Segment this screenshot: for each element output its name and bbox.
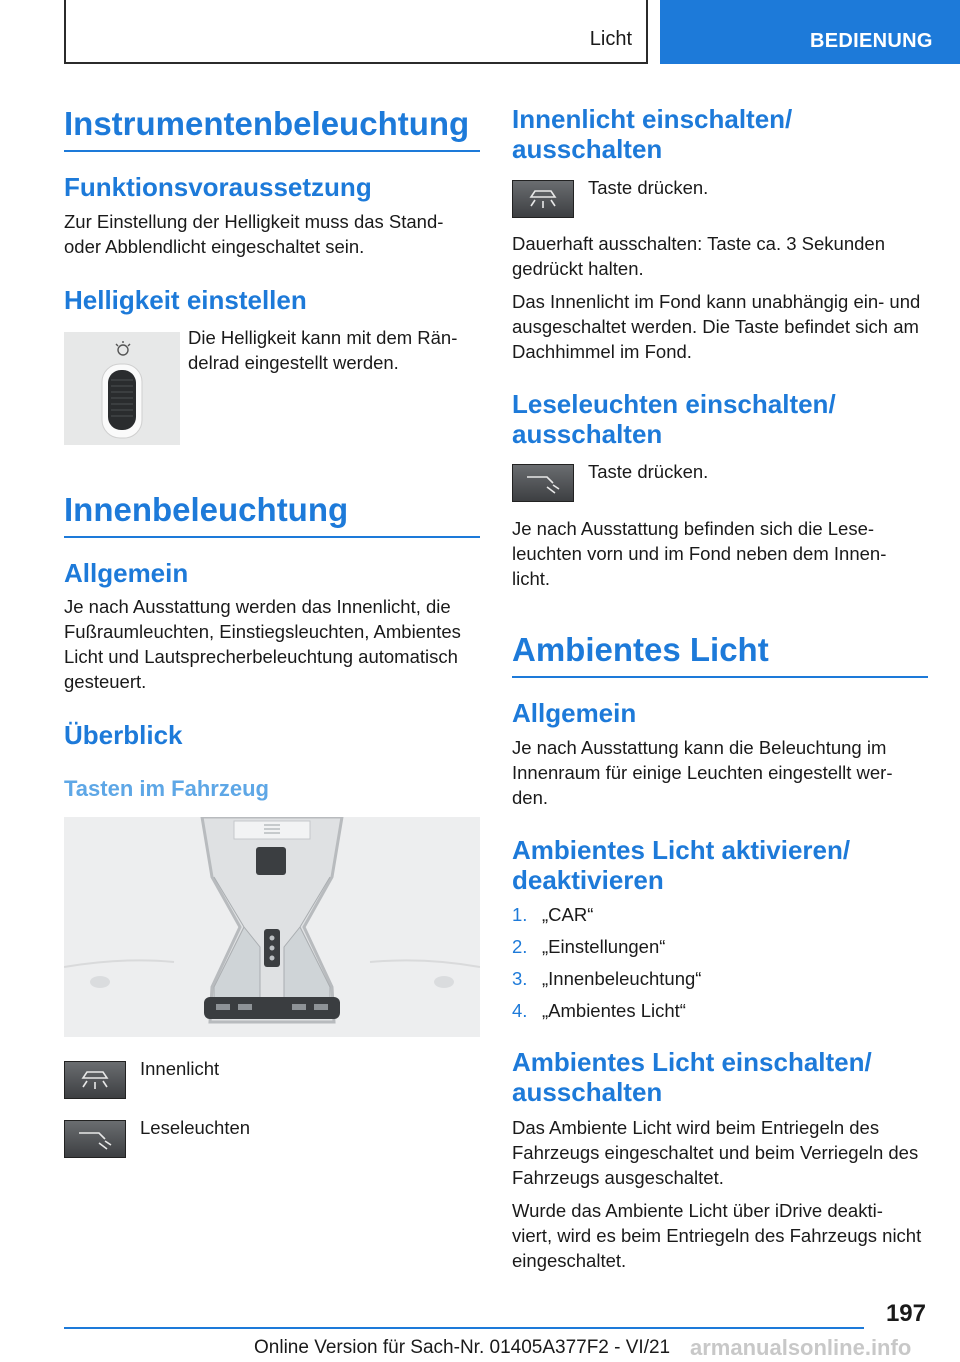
page-number: 197 <box>885 1300 926 1327</box>
text-allgemein-right: Je nach Ausstattung kann die Beleuchtung im Innenraum für einige Leuchten eingestellt wer- den. <box>512 737 893 808</box>
thumbwheel-icon <box>64 332 180 445</box>
text-taste-druecken-2: Taste drücken. <box>588 461 709 482</box>
interior-light-icon <box>513 181 573 217</box>
leseleuchten-button-image-right <box>512 464 574 502</box>
footer-rule <box>64 1327 864 1329</box>
innenlicht-button-image <box>64 1061 126 1099</box>
reading-light-icon <box>65 1121 125 1157</box>
header-section-title: Licht <box>589 28 632 50</box>
list-item <box>512 1000 928 1026</box>
heading-innenbeleuchtung: Innenbeleuchtung <box>64 490 480 538</box>
list-item-text: „CAR“ <box>542 904 594 925</box>
list-item <box>512 968 928 994</box>
heading-helligkeit-einstellen: Helligkeit einstellen <box>64 285 307 315</box>
heading-ambientes-aktivieren: Ambientes Licht aktivieren/ deaktivieren <box>512 835 851 895</box>
overhead-console-icon <box>64 817 480 1037</box>
list-item-number: 3. <box>512 968 528 989</box>
heading-instrumentenbeleuchtung: Instrumentenbeleuchtung <box>64 104 480 152</box>
list-item-number: 1. <box>512 904 528 925</box>
text-helligkeit: Die Helligkeit kann mit dem Rän- delrad eingestellt werden. <box>188 327 458 373</box>
heading-ambientes-licht: Ambientes Licht <box>512 630 928 678</box>
text-fond: Das Innenlicht im Fond kann unabhängig ein- und ausgeschaltet werden. Die Taste befindet sich am Dachhimmel im Fond. <box>512 291 921 362</box>
header-chapter-tab <box>660 0 960 64</box>
list-item-number: 2. <box>512 936 528 957</box>
reading-light-icon <box>513 465 573 501</box>
legend-innenlicht: Innenlicht <box>140 1058 220 1079</box>
list-item-number: 4. <box>512 1000 528 1021</box>
heading-leseleuchten-einschalten: Leseleuchten einschalten/ ausschalten <box>512 389 836 449</box>
watermark: armanualsonline.info <box>690 1335 912 1360</box>
heading-innenlicht-einschalten: Innenlicht einschalten/ ausschalten <box>512 104 793 164</box>
innenlicht-button-image-right <box>512 180 574 218</box>
interior-light-icon <box>65 1062 125 1098</box>
text-idrive: Wurde das Ambiente Licht über iDrive deakti- viert, wird es beim Entriegeln des Fahrzeugs nicht eingeschaltet. <box>512 1200 922 1271</box>
heading-allgemein-left: Allgemein <box>64 558 189 588</box>
footer-online-version: Online Version für Sach-Nr. 01405A377F2 - VI/21 <box>254 1337 671 1358</box>
heading-funktionsvoraussetzung: Funktionsvoraussetzung <box>64 172 372 202</box>
text-allgemein-left: Je nach Ausstattung werden das Innenlicht, die Fußraumleuchten, Einstiegsleuchten, Ambientes Licht und Lautsprecherbeleuchtung automatisch gesteuert. <box>64 596 461 692</box>
text-entriegeln: Das Ambiente Licht wird beim Entriegeln des Fahrzeugs eingeschaltet und beim Verriegeln des Fahrzeugs ausgeschaltet. <box>512 1117 919 1188</box>
legend-leseleuchten: Leseleuchten <box>140 1117 251 1138</box>
text-dauerhaft: Dauerhaft ausschalten: Taste ca. 3 Sekunden gedrückt halten. <box>512 233 885 279</box>
list-item <box>512 904 928 930</box>
text-leseleuchten: Je nach Ausstattung befinden sich die Lese- leuchten vorn und im Fond neben dem Innen- licht. <box>512 518 887 589</box>
header-chapter-title: BEDIENUNG <box>810 30 933 52</box>
heading-allgemein-right: Allgemein <box>512 698 637 728</box>
heading-ueberblick: Überblick <box>64 720 183 750</box>
heading-tasten-im-fahrzeug: Tasten im Fahrzeug <box>64 776 269 801</box>
text-funktionsvoraussetzung: Zur Einstellung der Helligkeit muss das Stand- oder Abblendlicht eingeschaltet sein. <box>64 211 444 257</box>
list-item-text: „Ambientes Licht“ <box>542 1000 686 1021</box>
header-section-box <box>64 0 648 64</box>
list-item <box>512 936 928 962</box>
heading-ambientes-einschalten: Ambientes Licht einschalten/ ausschalten <box>512 1047 872 1107</box>
overhead-console-photo <box>64 817 480 1037</box>
list-item-text: „Einstellungen“ <box>542 936 666 957</box>
list-item-text: „Innenbeleuchtung“ <box>542 968 702 989</box>
text-taste-druecken-1: Taste drücken. <box>588 177 709 198</box>
thumbwheel-image <box>64 332 180 445</box>
leseleuchten-button-image <box>64 1120 126 1158</box>
